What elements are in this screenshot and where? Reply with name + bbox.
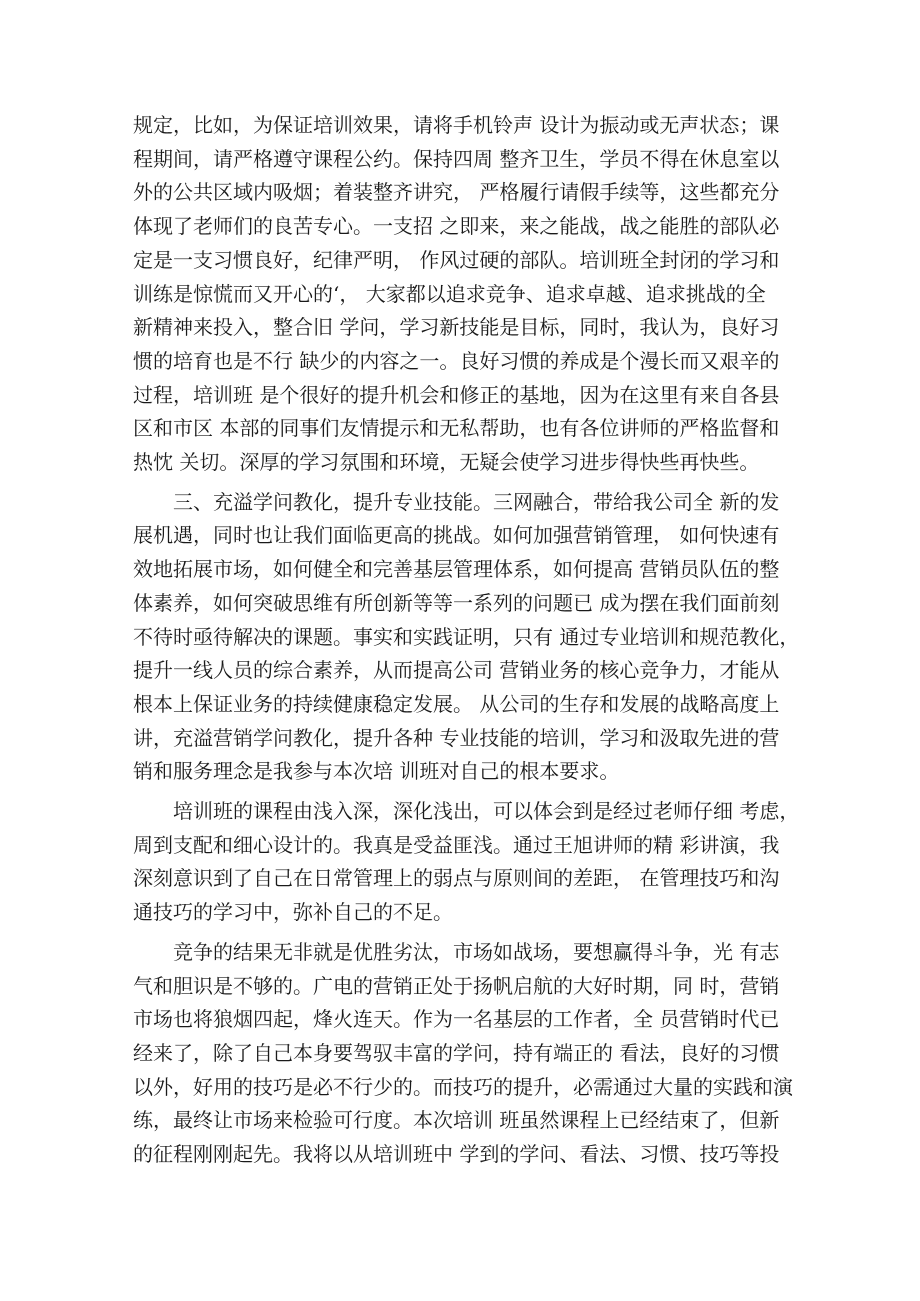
text-line: 的征程刚刚起先。我将以从培训班中 学到的学问、看法、习惯、技巧等投 — [133, 1142, 780, 1167]
paragraph — [133, 109, 799, 480]
text-line: 惯的培育也是不行 缺少的内容之一。良好习惯的养成是个漫长而又艰辛的 — [133, 348, 780, 373]
text-line: 不待时亟待解决的课题。事实和实践证明，只有 通过专业培训和规范教化， — [133, 624, 800, 649]
text-line: 通技巧的学习中，弥补自己的不足。 — [133, 900, 453, 925]
text-line: 过程，培训班 是个很好的提升机会和修正的基地，因为在这里有来自各县 — [133, 382, 780, 407]
text-line: 外的公共区域内吸烟；着装整齐讲究， 严格履行请假手续等，这些都充分 — [133, 180, 780, 205]
text-line: 周到支配和细心设计的。我真是受益匪浅。通过王旭讲师的精 彩讲演，我 — [133, 832, 780, 857]
text-line: 区和市区 本部的同事们友情提示和无私帮助，也有各位讲师的严格监督和 — [133, 416, 780, 441]
text-line: 以外，好用的技巧是必不行少的。而技巧的提升，必需通过大量的实践和演 — [133, 1074, 793, 1099]
text-line: 程期间，请严格遵守课程公约。保持四周 整齐卫生，学员不得在休息室以 — [133, 146, 780, 171]
text-line: 效地拓展市场，如何健全和完善基层管理体系，如何提高 营销员队伍的整 — [133, 557, 780, 582]
paragraph — [133, 795, 799, 930]
text-line: 展机遇，同时也让我们面临更高的挑战。如何加强营销管理， 如何快速有 — [133, 523, 780, 548]
text-line: 新精神来投入，整合旧 学问，学习新技能是目标，同时，我认为，良好习 — [133, 315, 780, 340]
text-line: 气和胆识是不够的。广电的营销正处于扬帆启航的大好时期，同 时，营销 — [133, 973, 780, 998]
body-text — [133, 109, 799, 1178]
text-line: 体现了老师们的良苦专心。一支招 之即来，来之能战，战之能胜的部队必 — [133, 214, 780, 239]
text-line: 深刻意识到了自己在日常管理上的弱点与原则间的差距， 在管理技巧和沟 — [133, 866, 780, 891]
text-line: 三、充溢学问教化，提升专业技能。三网融合，带给我公司全 新的发 — [173, 489, 780, 514]
text-line: 讲，充溢营销学问教化，提升各种 专业技能的培训，学习和汲取先进的营 — [133, 725, 780, 750]
text-line: 定是一支习惯良好，纪律严明， 作风过硬的部队。培训班全封闭的学习和 — [133, 247, 780, 272]
text-line: 规定，比如，为保证培训效果，请将手机铃声 设计为振动或无声状态；课 — [133, 113, 780, 137]
text-line: 训练是惊慌而又开心的‘， 大家都以追求竞争、追求卓越、追求挑战的全 — [133, 281, 766, 306]
text-line: 销和服务理念是我参与本次培 训班对自己的根本要求。 — [133, 759, 620, 784]
text-line: 培训班的课程由浅入深，深化浅出，可以体会到是经过老师仔细 考虑， — [173, 799, 800, 824]
paragraph — [133, 936, 799, 1172]
text-line: 市场也将狼烟四起，烽火连天。作为一名基层的工作者，全 员营销时代已 — [133, 1007, 780, 1032]
text-line: 提升一线人员的综合素养，从而提高公司 营销业务的核心竞争力，才能从 — [133, 658, 780, 683]
paragraph — [133, 486, 799, 789]
text-line: 经来了，除了自己本身要驾驭丰富的学问，持有端正的 看法，良好的习惯 — [133, 1040, 780, 1065]
text-line: 热忱 关切。深厚的学习氛围和环境，无疑会使学习进步得快些再快些。 — [133, 450, 760, 475]
text-line: 竞争的结果无非就是优胜劣汰，市场如战场，要想赢得斗争，光 有志 — [173, 939, 780, 964]
text-line: 体素养，如何突破思维有所创新等等一系列的问题已 成为摆在我们面前刻 — [133, 590, 780, 615]
text-line: 练，最终让市场来检验可行度。本次培训 班虽然课程上已经结束了，但新 — [133, 1108, 780, 1133]
text-line: 根本上保证业务的持续健康稳定发展。 从公司的生存和发展的战略高度上 — [133, 691, 780, 716]
